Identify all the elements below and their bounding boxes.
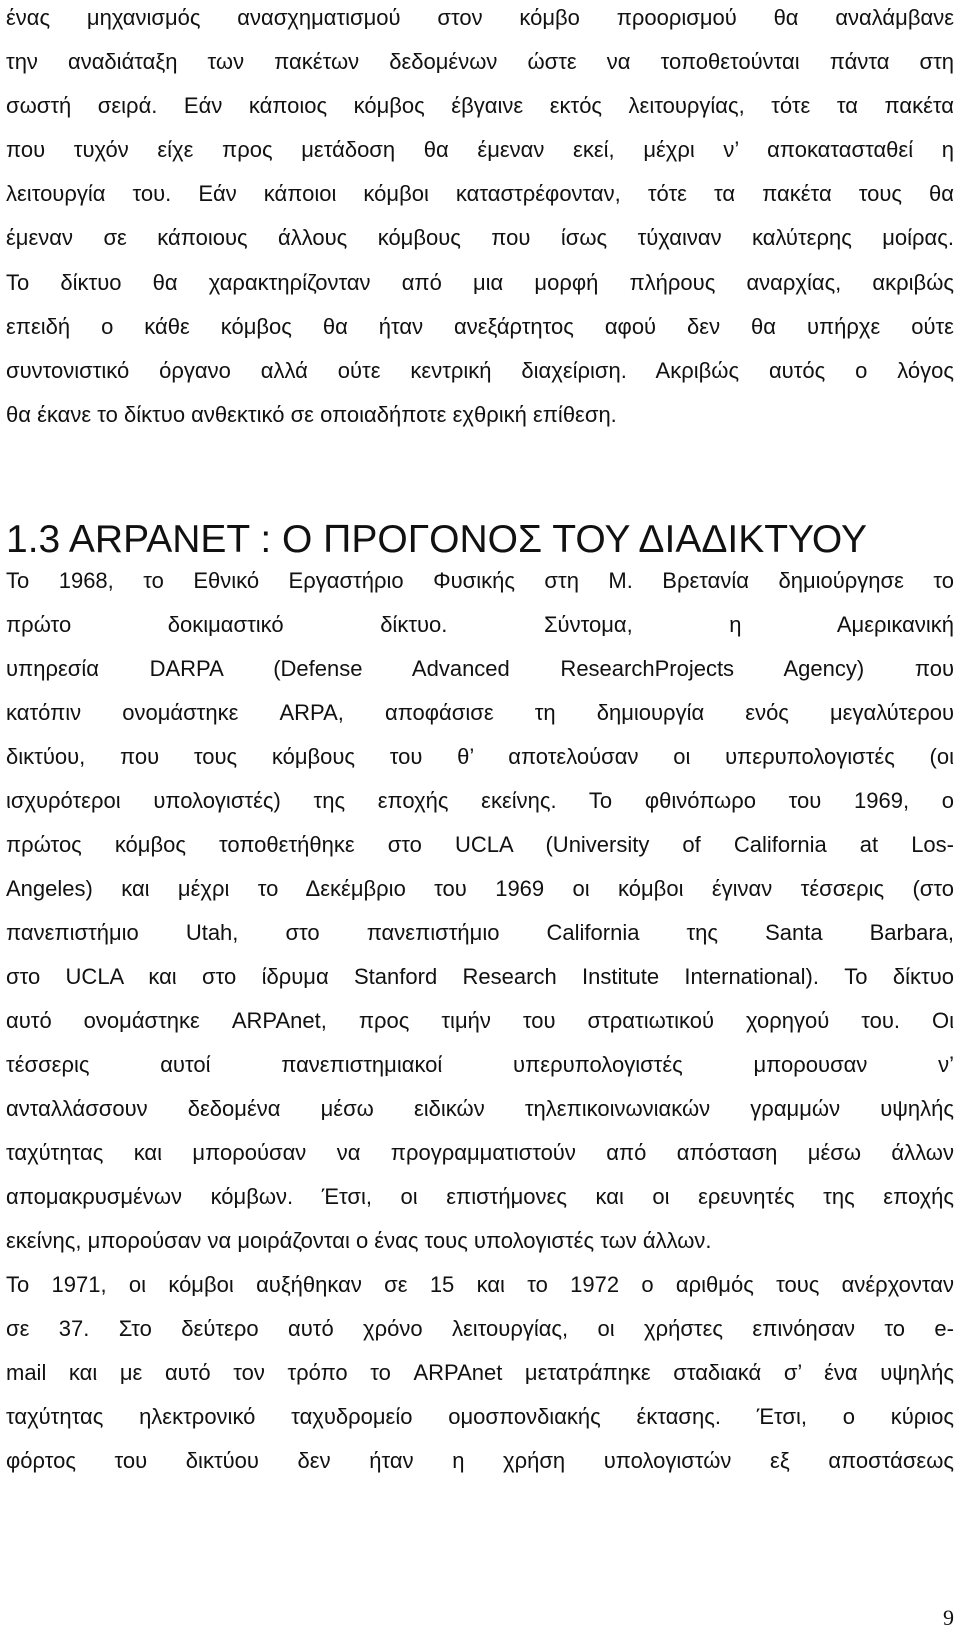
paragraph-1-line-1: ένας μηχανισμός ανασχηματισμού στον κόμβο προορισμού θα αναλάμβανε	[6, 5, 954, 30]
paragraph-2-line-7: πρώτος κόμβος τοποθετήθηκε στο UCLA (University of California at Los-	[6, 832, 954, 857]
paragraph-2-line-2: πρώτο δοκιμαστικό δίκτυο. Σύντομα, η Αμερικανική	[6, 612, 954, 637]
paragraph-2-line-1: Το 1968, το Εθνικό Εργαστήριο Φυσικής στη Μ. Βρετανία δημιούργησε το	[6, 568, 954, 593]
paragraph-1-line-2: την αναδιάταξη των πακέτων δεδομένων ώστε να τοποθετούνται πάντα στη	[6, 49, 954, 74]
paragraph-2-line-14: ταχύτητας και μπορούσαν να προγραμματιστούν από απόσταση μέσω άλλων	[6, 1140, 954, 1165]
paragraph-1-line-10: θα έκανε το δίκτυο ανθεκτικό σε οποιαδήποτε εχθρική επίθεση.	[6, 402, 617, 427]
paragraph-2-line-8: Angeles) και μέχρι το Δεκέμβριο του 1969 οι κόμβοι έγιναν τέσσερις (στο	[6, 876, 954, 901]
paragraph-1-line-8: επειδή ο κάθε κόμβος θα ήταν ανεξάρτητος αφού δεν θα υπήρχε ούτε	[6, 314, 954, 339]
paragraph-3-line-2: σε 37. Στο δεύτερο αυτό χρόνο λειτουργίας, οι χρήστες επινόησαν το e-	[6, 1316, 954, 1341]
paragraph-2-line-3: υπηρεσία DARPA (Defense Advanced ResearchProjects Agency) που	[6, 656, 954, 681]
paragraph-2-line-10: στο UCLA και στο ίδρυμα Stanford Research Institute International). Το δίκτυο	[6, 964, 954, 989]
paragraph-3-line-4: ταχύτητας ηλεκτρονικό ταχυδρομείο ομοσπονδιακής έκτασης. Έτσι, ο κύριος	[6, 1404, 954, 1429]
paragraph-2-line-6: ισχυρότεροι υπολογιστές) της εποχής εκείνης. Το φθινόπωρο του 1969, ο	[6, 788, 954, 813]
paragraph-2-line-16: εκείνης, μπορούσαν να μοιράζονται ο ένας τους υπολογιστές των άλλων.	[6, 1228, 712, 1253]
paragraph-2-line-13: ανταλλάσσουν δεδομένα μέσω ειδικών τηλεπικοινωνιακών γραμμών υψηλής	[6, 1096, 954, 1121]
paragraph-1-line-9: συντονιστικό όργανο αλλά ούτε κεντρική διαχείριση. Ακριβώς αυτός ο λόγος	[6, 358, 954, 383]
paragraph-2-line-5: δικτύου, που τους κόμβους του θ’ αποτελούσαν οι υπερυπολογιστές (οι	[6, 744, 954, 769]
paragraph-1-line-4: που τυχόν είχε προς μετάδοση θα έμεναν εκεί, μέχρι ν’ αποκατασταθεί η	[6, 137, 954, 162]
paragraph-1-line-3: σωστή σειρά. Εάν κάποιος κόμβος έβγαινε εκτός λειτουργίας, τότε τα πακέτα	[6, 93, 954, 118]
paragraph-3-line-3: mail και με αυτό τον τρόπο το ARPAnet μετατράπηκε σταδιακά σ’ ένα υψηλής	[6, 1360, 954, 1385]
section-heading: 1.3 ARPANET : Ο ΠΡΟΓΟΝΟΣ ΤΟΥ ΔΙΑΔΙΚΤΥΟΥ	[6, 518, 867, 561]
paragraph-2-line-12: τέσσερις αυτοί πανεπιστημιακοί υπερυπολογιστές μπορουσαν ν’	[6, 1052, 954, 1077]
paragraph-2-line-4: κατόπιν ονομάστηκε ARPA, αποφάσισε τη δημιουργία ενός μεγαλύτερου	[6, 700, 954, 725]
page-number: 9	[943, 1605, 954, 1630]
paragraph-2-line-9: πανεπιστήμιο Utah, στο πανεπιστήμιο California της Santa Barbara,	[6, 920, 954, 945]
paragraph-1-line-5: λειτουργία του. Εάν κάποιοι κόμβοι καταστρέφονταν, τότε τα πακέτα τους θα	[6, 181, 954, 206]
paragraph-2-line-15: απομακρυσμένων κόμβων. Έτσι, οι επιστήμονες και οι ερευνητές της εποχής	[6, 1184, 954, 1209]
paragraph-1-line-6: έμεναν σε κάποιους άλλους κόμβους που ίσως τύχαιναν καλύτερης μοίρας.	[6, 225, 954, 250]
paragraph-3-line-1: Το 1971, οι κόμβοι αυξήθηκαν σε 15 και το 1972 ο αριθμός τους ανέρχονταν	[6, 1272, 954, 1297]
paragraph-2-line-11: αυτό ονομάστηκε ARPAnet, προς τιμήν του στρατιωτικού χορηγού του. Οι	[6, 1008, 954, 1033]
paragraph-1-line-7: Το δίκτυο θα χαρακτηρίζονταν από μια μορφή πλήρους αναρχίας, ακριβώς	[6, 270, 954, 295]
paragraph-3-line-5: φόρτος του δικτύου δεν ήταν η χρήση υπολογιστών εξ αποστάσεως	[6, 1448, 954, 1473]
